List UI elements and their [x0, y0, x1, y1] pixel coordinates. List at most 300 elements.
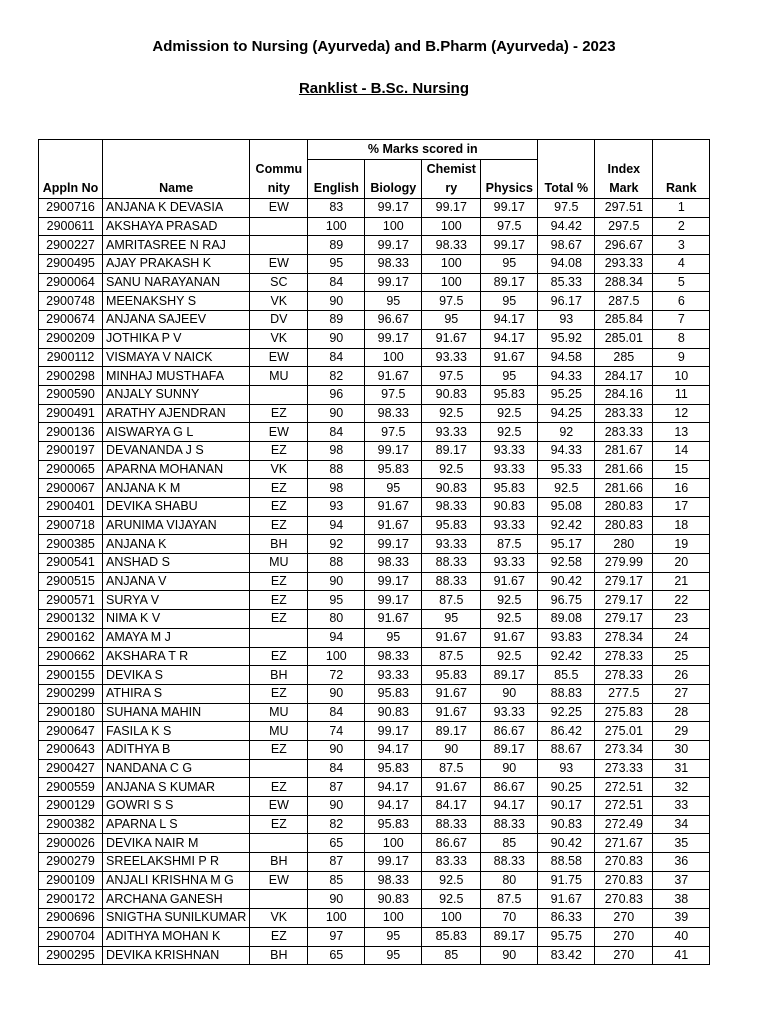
english-cell: 100	[308, 647, 365, 666]
appl-no-cell: 2900197	[39, 441, 103, 460]
name-cell: SREELAKSHMI P R	[103, 853, 250, 872]
appl-no-cell: 2900385	[39, 535, 103, 554]
name-cell: APARNA L S	[103, 815, 250, 834]
physics-cell: 80	[481, 871, 538, 890]
chemistry-cell: 84.17	[422, 797, 481, 816]
chemistry-cell: 83.33	[422, 853, 481, 872]
total-cell: 95.33	[538, 460, 595, 479]
chemistry-cell: 88.33	[422, 572, 481, 591]
english-cell: 98	[308, 441, 365, 460]
rank-cell: 38	[653, 890, 710, 909]
table-row	[39, 311, 710, 330]
physics-cell: 88.33	[481, 853, 538, 872]
community-cell: VK	[250, 909, 308, 928]
english-cell: 98	[308, 479, 365, 498]
community-cell: EZ	[250, 684, 308, 703]
appl-no-cell: 2900382	[39, 815, 103, 834]
english-cell: 74	[308, 722, 365, 741]
appl-no-cell: 2900401	[39, 498, 103, 517]
biology-cell: 98.33	[365, 554, 422, 573]
biology-cell: 95.83	[365, 815, 422, 834]
index-mark-cell: 270.83	[595, 890, 653, 909]
chemistry-cell: 91.67	[422, 329, 481, 348]
total-cell: 90.42	[538, 834, 595, 853]
header-physics: Physics	[481, 179, 538, 199]
rank-cell: 16	[653, 479, 710, 498]
table-row	[39, 273, 710, 292]
table-header	[39, 140, 710, 199]
total-cell: 96.75	[538, 591, 595, 610]
community-cell: MU	[250, 722, 308, 741]
rank-cell: 29	[653, 722, 710, 741]
name-cell: ANJALY SUNNY	[103, 385, 250, 404]
community-cell: EW	[250, 797, 308, 816]
biology-cell: 98.33	[365, 404, 422, 423]
total-cell: 98.67	[538, 236, 595, 255]
english-cell: 82	[308, 367, 365, 386]
english-cell: 84	[308, 759, 365, 778]
english-cell: 90	[308, 329, 365, 348]
biology-cell: 93.33	[365, 666, 422, 685]
name-cell: AKSHARA T R	[103, 647, 250, 666]
english-cell: 89	[308, 236, 365, 255]
community-cell: MU	[250, 367, 308, 386]
name-cell: ANJANA V	[103, 572, 250, 591]
table-row	[39, 946, 710, 965]
rank-cell: 23	[653, 610, 710, 629]
appl-no-cell: 2900129	[39, 797, 103, 816]
biology-cell: 95.83	[365, 460, 422, 479]
index-mark-cell: 285	[595, 348, 653, 367]
english-cell: 90	[308, 404, 365, 423]
appl-no-cell: 2900559	[39, 778, 103, 797]
english-cell: 88	[308, 460, 365, 479]
physics-cell: 94.17	[481, 311, 538, 330]
name-cell: AJAY PRAKASH K	[103, 255, 250, 274]
physics-cell: 89.17	[481, 666, 538, 685]
total-cell: 97.5	[538, 199, 595, 218]
appl-no-cell: 2900716	[39, 199, 103, 218]
rank-cell: 41	[653, 946, 710, 965]
appl-no-cell: 2900495	[39, 255, 103, 274]
community-cell: EW	[250, 423, 308, 442]
rank-cell: 21	[653, 572, 710, 591]
total-cell: 94.33	[538, 367, 595, 386]
biology-cell: 98.33	[365, 647, 422, 666]
english-cell: 90	[308, 797, 365, 816]
community-cell	[250, 628, 308, 647]
english-cell: 84	[308, 423, 365, 442]
index-mark-cell: 284.16	[595, 385, 653, 404]
chemistry-cell: 99.17	[422, 199, 481, 218]
rank-cell: 15	[653, 460, 710, 479]
chemistry-cell: 98.33	[422, 498, 481, 517]
physics-cell: 95	[481, 292, 538, 311]
chemistry-cell: 97.5	[422, 292, 481, 311]
biology-cell: 99.17	[365, 441, 422, 460]
table-row	[39, 385, 710, 404]
index-mark-cell: 272.49	[595, 815, 653, 834]
name-cell: ARATHY AJENDRAN	[103, 404, 250, 423]
appl-no-cell: 2900718	[39, 516, 103, 535]
physics-cell: 95.83	[481, 479, 538, 498]
rank-cell: 34	[653, 815, 710, 834]
total-cell: 95.25	[538, 385, 595, 404]
table-row	[39, 740, 710, 759]
rank-cell: 22	[653, 591, 710, 610]
name-cell: SUHANA MAHIN	[103, 703, 250, 722]
total-cell: 92.42	[538, 647, 595, 666]
name-cell: FASILA K S	[103, 722, 250, 741]
header-biology: Biology	[365, 179, 422, 199]
index-mark-cell: 283.33	[595, 423, 653, 442]
physics-cell: 94.17	[481, 329, 538, 348]
total-cell: 85.33	[538, 273, 595, 292]
index-mark-cell: 270.83	[595, 853, 653, 872]
total-cell: 95.17	[538, 535, 595, 554]
biology-cell: 95.83	[365, 684, 422, 703]
table-row	[39, 759, 710, 778]
rank-cell: 3	[653, 236, 710, 255]
biology-cell: 99.17	[365, 722, 422, 741]
community-cell: BH	[250, 535, 308, 554]
total-cell: 90.25	[538, 778, 595, 797]
english-cell: 96	[308, 385, 365, 404]
total-cell: 93	[538, 759, 595, 778]
biology-cell: 91.67	[365, 498, 422, 517]
physics-cell: 87.5	[481, 890, 538, 909]
table-row	[39, 292, 710, 311]
index-mark-cell: 285.84	[595, 311, 653, 330]
table-row	[39, 722, 710, 741]
physics-cell: 93.33	[481, 516, 538, 535]
header-community-line2: nity	[250, 179, 308, 199]
community-cell: MU	[250, 703, 308, 722]
physics-cell: 92.5	[481, 591, 538, 610]
biology-cell: 98.33	[365, 255, 422, 274]
total-cell: 92.58	[538, 554, 595, 573]
ranklist-table	[38, 139, 710, 965]
appl-no-cell: 2900064	[39, 273, 103, 292]
name-cell: ANJANA S KUMAR	[103, 778, 250, 797]
table-row	[39, 778, 710, 797]
name-cell: DEVANANDA J S	[103, 441, 250, 460]
appl-no-cell: 2900515	[39, 572, 103, 591]
header-cell-blank	[538, 140, 595, 160]
biology-cell: 91.67	[365, 516, 422, 535]
physics-cell: 95.83	[481, 385, 538, 404]
english-cell: 97	[308, 927, 365, 946]
index-mark-cell: 296.67	[595, 236, 653, 255]
chemistry-cell: 89.17	[422, 722, 481, 741]
physics-cell: 93.33	[481, 703, 538, 722]
physics-cell: 89.17	[481, 927, 538, 946]
table-row	[39, 815, 710, 834]
physics-cell: 93.33	[481, 441, 538, 460]
name-cell: ANJANA K M	[103, 479, 250, 498]
header-appl-no: Appln No	[39, 179, 103, 199]
total-cell: 93.83	[538, 628, 595, 647]
index-mark-cell: 280.83	[595, 516, 653, 535]
table-row	[39, 498, 710, 517]
total-cell: 92	[538, 423, 595, 442]
appl-no-cell: 2900132	[39, 610, 103, 629]
header-rank: Rank	[653, 179, 710, 199]
total-cell: 94.25	[538, 404, 595, 423]
name-cell: ANJANA K DEVASIA	[103, 199, 250, 218]
biology-cell: 91.67	[365, 610, 422, 629]
community-cell	[250, 217, 308, 236]
chemistry-cell: 87.5	[422, 591, 481, 610]
index-mark-cell: 279.99	[595, 554, 653, 573]
community-cell	[250, 890, 308, 909]
table-row	[39, 329, 710, 348]
chemistry-cell: 87.5	[422, 647, 481, 666]
physics-cell: 93.33	[481, 554, 538, 573]
chemistry-cell: 88.33	[422, 815, 481, 834]
total-cell: 96.17	[538, 292, 595, 311]
english-cell: 95	[308, 255, 365, 274]
table-row	[39, 703, 710, 722]
index-mark-cell: 285.01	[595, 329, 653, 348]
table-row	[39, 460, 710, 479]
chemistry-cell: 95.83	[422, 666, 481, 685]
appl-no-cell: 2900209	[39, 329, 103, 348]
total-cell: 94.33	[538, 441, 595, 460]
physics-cell: 90	[481, 946, 538, 965]
chemistry-cell: 90.83	[422, 385, 481, 404]
index-mark-cell: 279.17	[595, 610, 653, 629]
physics-cell: 89.17	[481, 273, 538, 292]
table-row	[39, 684, 710, 703]
index-mark-cell: 279.17	[595, 572, 653, 591]
index-mark-cell: 270.83	[595, 871, 653, 890]
appl-no-cell: 2900611	[39, 217, 103, 236]
total-cell: 85.5	[538, 666, 595, 685]
appl-no-cell: 2900295	[39, 946, 103, 965]
table-row	[39, 554, 710, 573]
rank-cell: 17	[653, 498, 710, 517]
community-cell	[250, 385, 308, 404]
chemistry-cell: 91.67	[422, 628, 481, 647]
biology-cell: 99.17	[365, 273, 422, 292]
english-cell: 92	[308, 535, 365, 554]
english-cell: 88	[308, 554, 365, 573]
name-cell: ANJALI KRISHNA M G	[103, 871, 250, 890]
header-cell-blank	[595, 140, 653, 160]
index-mark-cell: 279.17	[595, 591, 653, 610]
biology-cell: 99.17	[365, 535, 422, 554]
table-row	[39, 666, 710, 685]
name-cell: VISMAYA V NAICK	[103, 348, 250, 367]
physics-cell: 86.67	[481, 778, 538, 797]
rank-cell: 25	[653, 647, 710, 666]
physics-cell: 91.67	[481, 572, 538, 591]
name-cell: APARNA MOHANAN	[103, 460, 250, 479]
appl-no-cell: 2900748	[39, 292, 103, 311]
rank-cell: 30	[653, 740, 710, 759]
index-mark-cell: 270	[595, 946, 653, 965]
appl-no-cell: 2900427	[39, 759, 103, 778]
total-cell: 83.42	[538, 946, 595, 965]
community-cell	[250, 834, 308, 853]
appl-no-cell: 2900704	[39, 927, 103, 946]
index-mark-cell: 283.33	[595, 404, 653, 423]
english-cell: 72	[308, 666, 365, 685]
index-mark-cell: 277.5	[595, 684, 653, 703]
total-cell: 86.33	[538, 909, 595, 928]
table-row	[39, 535, 710, 554]
appl-no-cell: 2900541	[39, 554, 103, 573]
community-cell: EZ	[250, 441, 308, 460]
rank-cell: 39	[653, 909, 710, 928]
total-cell: 94.08	[538, 255, 595, 274]
community-cell: EZ	[250, 516, 308, 535]
name-cell: GOWRI S S	[103, 797, 250, 816]
english-cell: 95	[308, 591, 365, 610]
chemistry-cell: 87.5	[422, 759, 481, 778]
community-cell: VK	[250, 460, 308, 479]
header-community-line1: Commu	[250, 160, 308, 180]
header-cell-blank	[39, 140, 103, 160]
community-cell: EZ	[250, 815, 308, 834]
physics-cell: 95	[481, 367, 538, 386]
rank-cell: 9	[653, 348, 710, 367]
index-mark-cell: 297.51	[595, 199, 653, 218]
table-row	[39, 423, 710, 442]
biology-cell: 100	[365, 834, 422, 853]
name-cell: AMRITASREE N RAJ	[103, 236, 250, 255]
total-cell: 94.58	[538, 348, 595, 367]
rank-cell: 12	[653, 404, 710, 423]
english-cell: 85	[308, 871, 365, 890]
rank-cell: 36	[653, 853, 710, 872]
total-cell: 95.75	[538, 927, 595, 946]
table-row	[39, 591, 710, 610]
name-cell: JOTHIKA P V	[103, 329, 250, 348]
chemistry-cell: 92.5	[422, 460, 481, 479]
name-cell: NIMA K V	[103, 610, 250, 629]
english-cell: 83	[308, 199, 365, 218]
biology-cell: 94.17	[365, 797, 422, 816]
biology-cell: 100	[365, 217, 422, 236]
rank-cell: 11	[653, 385, 710, 404]
chemistry-cell: 90	[422, 740, 481, 759]
community-cell: BH	[250, 853, 308, 872]
table-row	[39, 255, 710, 274]
index-mark-cell: 281.66	[595, 460, 653, 479]
appl-no-cell: 2900172	[39, 890, 103, 909]
appl-no-cell: 2900067	[39, 479, 103, 498]
table-row	[39, 236, 710, 255]
chemistry-cell: 100	[422, 255, 481, 274]
community-cell: SC	[250, 273, 308, 292]
rank-cell: 7	[653, 311, 710, 330]
rank-cell: 8	[653, 329, 710, 348]
header-cell-blank	[250, 140, 308, 160]
chemistry-cell: 89.17	[422, 441, 481, 460]
chemistry-cell: 92.5	[422, 871, 481, 890]
table-body	[39, 199, 710, 965]
biology-cell: 99.17	[365, 199, 422, 218]
table-row	[39, 199, 710, 218]
community-cell: VK	[250, 329, 308, 348]
community-cell: EZ	[250, 591, 308, 610]
appl-no-cell: 2900180	[39, 703, 103, 722]
name-cell: DEVIKA KRISHNAN	[103, 946, 250, 965]
biology-cell: 99.17	[365, 329, 422, 348]
name-cell: NANDANA C G	[103, 759, 250, 778]
physics-cell: 92.5	[481, 647, 538, 666]
rank-cell: 1	[653, 199, 710, 218]
english-cell: 100	[308, 217, 365, 236]
community-cell: EZ	[250, 404, 308, 423]
chemistry-cell: 100	[422, 273, 481, 292]
appl-no-cell: 2900674	[39, 311, 103, 330]
header-cell-blank	[103, 140, 250, 160]
table-row	[39, 647, 710, 666]
rank-cell: 19	[653, 535, 710, 554]
table-row	[39, 797, 710, 816]
biology-cell: 90.83	[365, 890, 422, 909]
table-row	[39, 572, 710, 591]
rank-cell: 27	[653, 684, 710, 703]
index-mark-cell: 272.51	[595, 778, 653, 797]
name-cell: ANJANA K	[103, 535, 250, 554]
appl-no-cell: 2900026	[39, 834, 103, 853]
english-cell: 100	[308, 909, 365, 928]
appl-no-cell: 2900696	[39, 909, 103, 928]
physics-cell: 93.33	[481, 460, 538, 479]
english-cell: 90	[308, 292, 365, 311]
rank-cell: 35	[653, 834, 710, 853]
chemistry-cell: 92.5	[422, 890, 481, 909]
total-cell: 92.42	[538, 516, 595, 535]
total-cell: 88.58	[538, 853, 595, 872]
community-cell: EZ	[250, 479, 308, 498]
name-cell: MEENAKSHY S	[103, 292, 250, 311]
physics-cell: 90	[481, 759, 538, 778]
chemistry-cell: 95	[422, 610, 481, 629]
name-cell: SNIGTHA SUNILKUMAR	[103, 909, 250, 928]
community-cell: EW	[250, 199, 308, 218]
biology-cell: 97.5	[365, 385, 422, 404]
index-mark-cell: 278.33	[595, 647, 653, 666]
total-cell: 88.67	[538, 740, 595, 759]
english-cell: 93	[308, 498, 365, 517]
appl-no-cell: 2900227	[39, 236, 103, 255]
community-cell: EW	[250, 255, 308, 274]
chemistry-cell: 86.67	[422, 834, 481, 853]
rank-cell: 37	[653, 871, 710, 890]
table-row	[39, 404, 710, 423]
appl-no-cell: 2900299	[39, 684, 103, 703]
table-row	[39, 367, 710, 386]
rank-cell: 20	[653, 554, 710, 573]
physics-cell: 70	[481, 909, 538, 928]
english-cell: 90	[308, 572, 365, 591]
community-cell: EZ	[250, 778, 308, 797]
biology-cell: 98.33	[365, 871, 422, 890]
appl-no-cell: 2900065	[39, 460, 103, 479]
english-cell: 90	[308, 684, 365, 703]
chemistry-cell: 85	[422, 946, 481, 965]
total-cell: 95.92	[538, 329, 595, 348]
name-cell: MINHAJ MUSTHAFA	[103, 367, 250, 386]
biology-cell: 95	[365, 927, 422, 946]
community-cell: EZ	[250, 740, 308, 759]
chemistry-cell: 91.67	[422, 778, 481, 797]
